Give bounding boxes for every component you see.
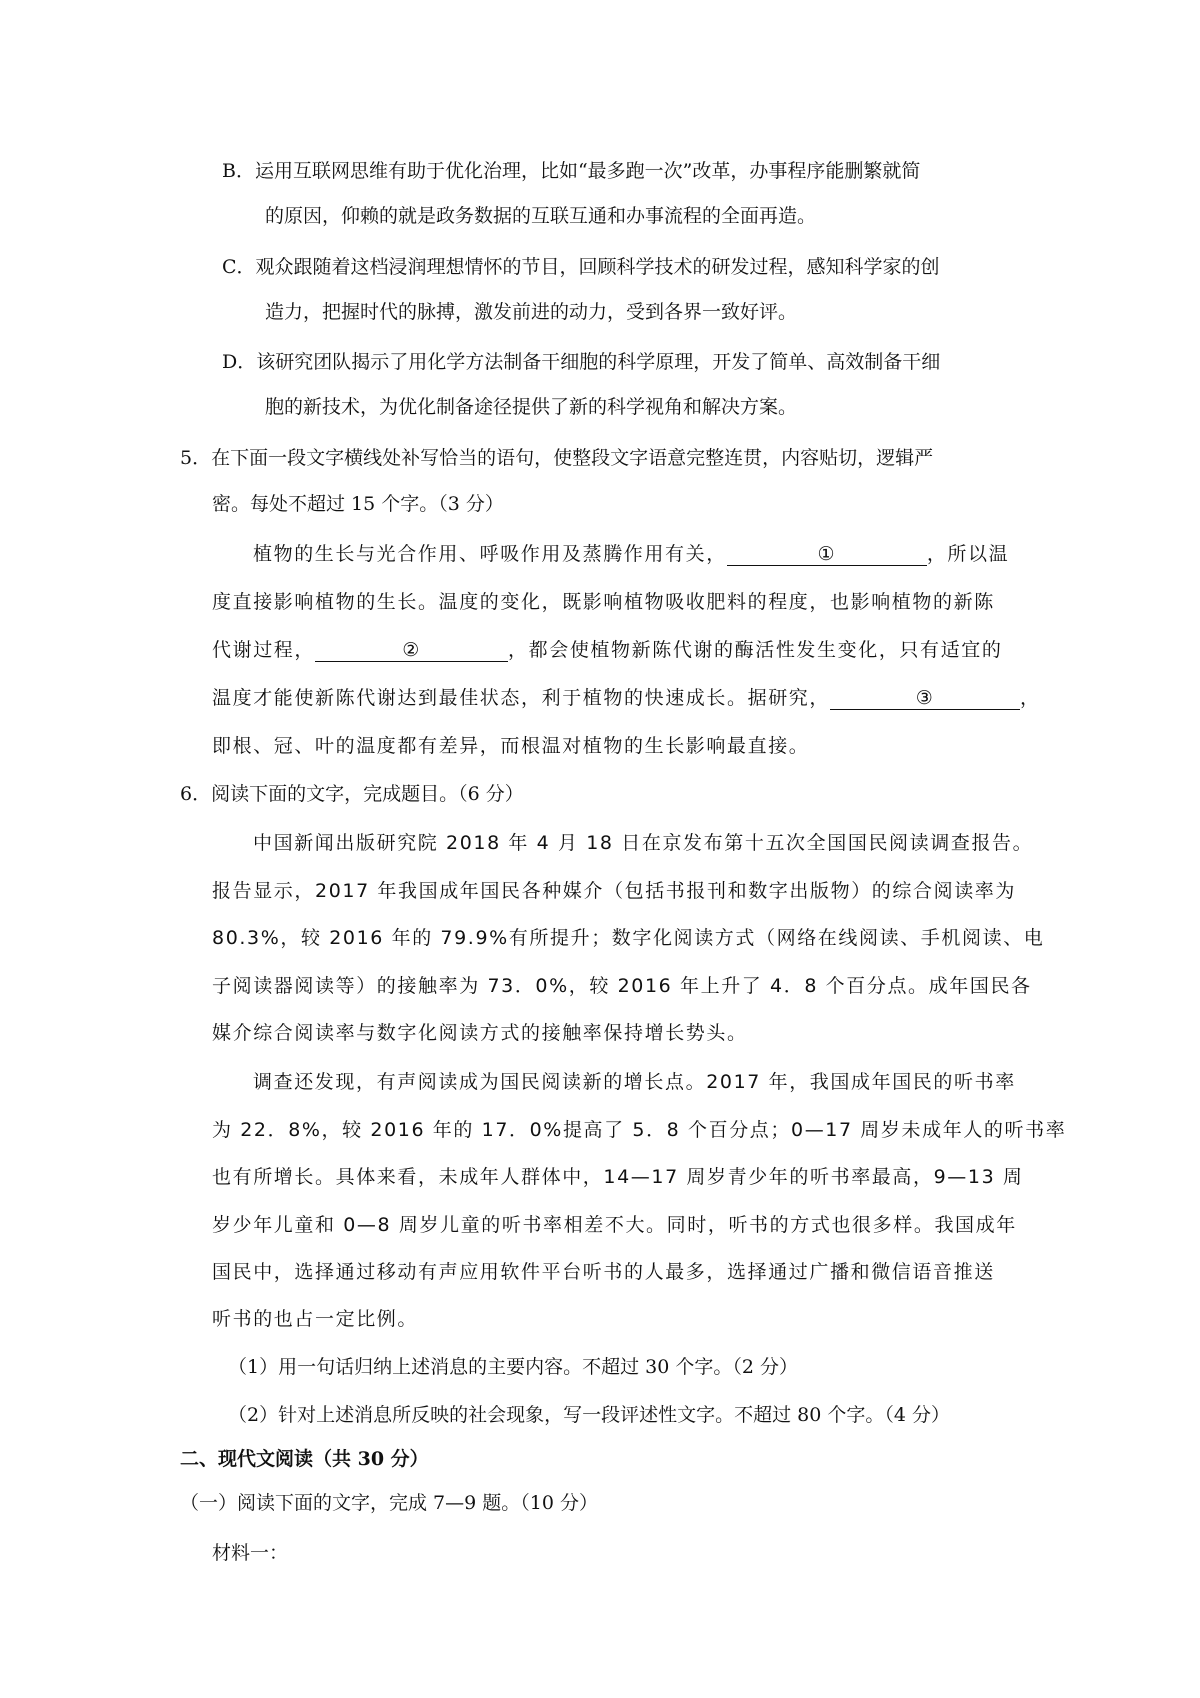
material-label: 材料一： <box>212 1542 289 1564</box>
q5-passage-line-1 <box>253 541 1009 567</box>
option-b-line-2: 的原因，仰赖的就是政务数据的互联互通和办事流程的全面再造。 <box>265 205 817 227</box>
q6-passage-a-line-4: 子阅读器阅读等）的接触率为 73．0%，较 2016 年上升了 4．8 个百分点。成年国民各 <box>212 975 1032 997</box>
q6-stem: 6．阅读下面的文字，完成题目。（6 分） <box>180 783 524 805</box>
q6-passage-a-line-5: 媒介综合阅读率与数字化阅读方式的接触率保持增长势头。 <box>212 1022 748 1044</box>
q6-passage-a-line-1: 中国新闻出版研究院 2018 年 4 月 18 日在京发布第十五次全国国民阅读调查报告。 <box>253 832 1034 854</box>
option-d-line-2: 胞的新技术，为优化制备途径提供了新的科学视角和解决方案。 <box>265 396 798 418</box>
q5-blank-1: ① <box>727 543 927 566</box>
q6-passage-b-line-2: 为 22．8%，较 2016 年的 17．0%提高了 5．8 个百分点；0—17 周岁未成年人的听书率 <box>212 1119 1067 1141</box>
q6-passage-b-line-6: 听书的也占一定比例。 <box>212 1308 419 1330</box>
q6-passage-b-line-3: 也有所增长。具体来看，未成年人群体中，14—17 周岁青少年的听书率最高，9—13 周 <box>212 1166 1024 1188</box>
q5-passage-text: 植物的生长与光合作用、呼吸作用及蒸腾作用有关， <box>253 543 727 565</box>
q5-blank-2: ② <box>315 639 508 662</box>
option-c-line-1: C．观众跟随着这档浸润理想情怀的节目，回顾科学技术的研发过程，感知科学家的创 <box>222 256 940 278</box>
q5-passage-line-3 <box>212 637 1002 663</box>
q6-passage-a-line-3: 80.3%，较 2016 年的 79.9%有所提升；数字化阅读方式（网络在线阅读、手机阅读、电 <box>212 927 1045 949</box>
q5-passage-line-2: 度直接影响植物的生长。温度的变化，既影响植物吸收肥料的程度，也影响植物的新陈 <box>212 591 995 613</box>
q5-passage-text: ，都会使植物新陈代谢的酶活性发生变化，只有适宜的 <box>508 639 1003 661</box>
q5-stem-line-2: 密。每处不超过 15 个字。（3 分） <box>212 493 504 515</box>
q5-passage-text: 代谢过程， <box>212 639 316 661</box>
q6-passage-b-line-5: 国民中，选择通过移动有声应用软件平台听书的人最多，选择通过广播和微信语音推送 <box>212 1261 995 1283</box>
section-subheading: （一）阅读下面的文字，完成 7—9 题。（10 分） <box>180 1492 598 1514</box>
q6-passage-b-line-4: 岁少年儿童和 0—8 周岁儿童的听书率相差不大。同时，听书的方式也很多样。我国成年 <box>212 1214 1017 1236</box>
q5-passage-line-5: 即根、冠、叶的温度都有差异，而根温对植物的生长影响最直接。 <box>212 735 810 757</box>
q6-passage-b-line-1: 调查还发现，有声阅读成为国民阅读新的增长点。2017 年，我国成年国民的听书率 <box>253 1071 1016 1093</box>
q5-passage-text: ， <box>1020 687 1041 709</box>
q6-subquestion-1: （1）用一句话归纳上述消息的主要内容。不超过 30 个字。（2 分） <box>228 1356 798 1378</box>
q5-passage-line-4 <box>212 685 1041 711</box>
q5-passage-text: ，所以温 <box>926 543 1010 565</box>
section-heading: 二、现代文阅读（共 30 分） <box>180 1448 429 1470</box>
q6-passage-a-line-2: 报告显示，2017 年我国成年国民各种媒介（包括书报刊和数字出版物）的综合阅读率为 <box>212 880 1016 902</box>
q5-passage-text: 温度才能使新陈代谢达到最佳状态，利于植物的快速成长。据研究， <box>212 687 831 709</box>
option-b-line-1: B．运用互联网思维有助于优化治理，比如“最多跑一次”改革，办事程序能删繁就简 <box>222 160 921 182</box>
option-d-line-1: D．该研究团队揭示了用化学方法制备干细胞的科学原理，开发了简单、高效制备干细 <box>222 351 941 373</box>
q5-stem-line-1: 5．在下面一段文字横线处补写恰当的语句，使整段文字语意完整连贯，内容贴切，逻辑严 <box>180 447 934 469</box>
option-c-line-2: 造力，把握时代的脉搏，激发前进的动力，受到各界一致好评。 <box>265 301 798 323</box>
q5-blank-3: ③ <box>830 687 1020 710</box>
q6-subquestion-2: （2）针对上述消息所反映的社会现象，写一段评述性文字。不超过 80 个字。（4 分） <box>228 1404 950 1426</box>
